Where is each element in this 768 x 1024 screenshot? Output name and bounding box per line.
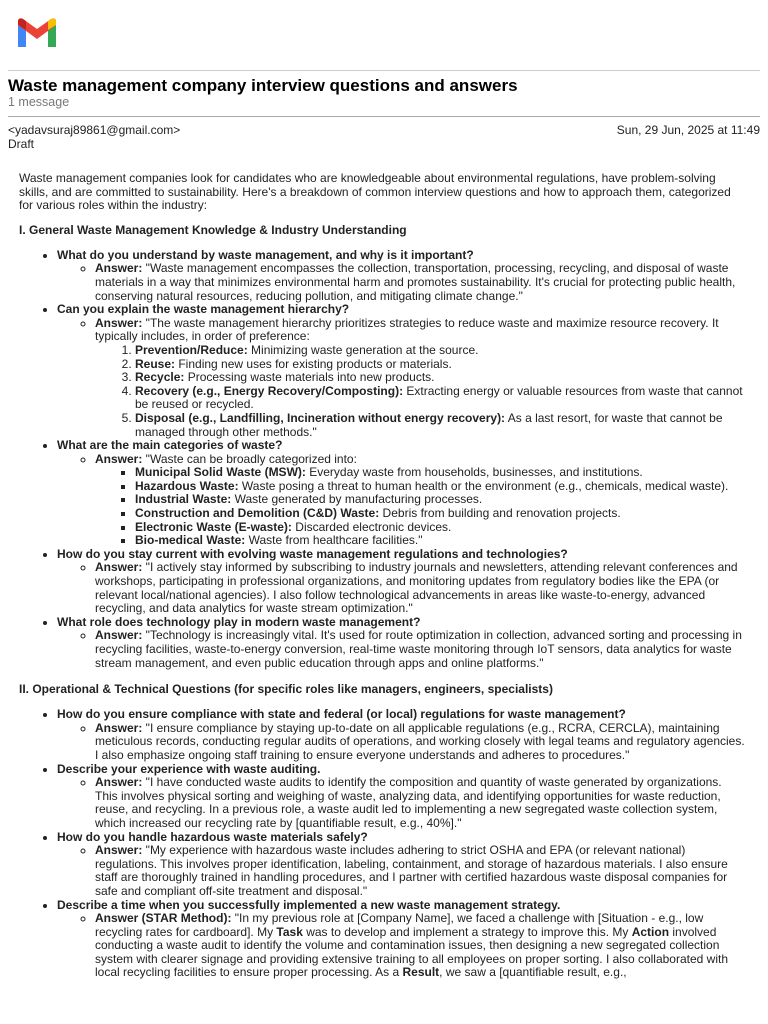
answer-item bbox=[95, 776, 747, 830]
intro-paragraph: Waste management companies look for candidates who are knowledgeable about environmental regulations, have problem-solving skills, and are committed to sustainability. Here's a breakdown of common interview questions and how to approach them, categorized for various roles within the industry: bbox=[19, 171, 731, 213]
answer-text: "The waste management hierarchy prioritizes strategies to reduce waste and maximize resource recovery. It typically includes, in order of preference: bbox=[95, 315, 719, 344]
answer-text: "Waste can be broadly categorized into: bbox=[142, 451, 357, 466]
list-item-text: Processing waste materials into new products. bbox=[184, 370, 435, 385]
email-body bbox=[19, 172, 747, 992]
question-text: Describe your experience with waste auditing. bbox=[57, 761, 321, 776]
category-list bbox=[95, 466, 747, 548]
question-item bbox=[57, 303, 747, 439]
answer-text: "Waste management encompasses the collection, transportation, processing, recycling, and disposal of waste materials in a way that minimizes environmental harm and promotes sustainability. It's crucial for protecting public health, conserving natural resources, reducing pollution, and mitigating climate change." bbox=[95, 261, 736, 303]
question-text: What do you understand by waste management, and why is it important? bbox=[57, 247, 474, 262]
list-item-term: Electronic Waste (E-waste): bbox=[135, 519, 292, 534]
answer-text: "My experience with hazardous waste includes adhering to strict OSHA and EPA (or relevant national) regulations. This involves proper identification, labeling, containment, and storage of hazardous materials. I also ensure staff are thoroughly trained in handling procedures, and I partner with certified hazardous waste disposal companies for safe and compliant off-site treatment and disposal." bbox=[95, 843, 728, 898]
list-item bbox=[135, 493, 747, 507]
gmail-logo-icon bbox=[15, 17, 59, 49]
answer-label: Answer (STAR Method): bbox=[95, 911, 232, 926]
answer-label: Answer: bbox=[95, 261, 143, 276]
list-item-text: Discarded electronic devices. bbox=[291, 519, 452, 534]
list-item-term: Hazardous Waste: bbox=[135, 478, 239, 493]
answer-text: , we saw a [quantifiable result, e.g., bbox=[439, 965, 627, 980]
answer-text: was to develop and implement a strategy to improve this. My bbox=[302, 924, 632, 939]
list-item-term: Prevention/Reduce: bbox=[135, 342, 248, 357]
answer-item bbox=[95, 262, 747, 303]
question-item bbox=[57, 616, 747, 670]
list-item-term: Recycle: bbox=[135, 370, 185, 385]
answer-text: involved conducting a waste audit to identify the volume and contamination issues, then designing a new segregated collection system with clearer signage and providing extensive training to all employees on proper sorting. I also collaborated with local recycling facilities to ensure proper processing. As a bbox=[95, 924, 729, 980]
answer-item bbox=[95, 561, 747, 615]
list-item bbox=[135, 371, 747, 385]
list-item bbox=[135, 507, 747, 521]
answer-label: Answer: bbox=[95, 843, 143, 858]
list-item-term: Disposal (e.g., Landfilling, Incineration without energy recovery): bbox=[135, 410, 506, 425]
question-item bbox=[57, 439, 747, 548]
list-item-term: Reuse: bbox=[135, 356, 176, 371]
list-item-text: Finding new uses for existing products or materials. bbox=[175, 356, 452, 371]
answer-label: Answer: bbox=[95, 315, 143, 330]
list-item bbox=[135, 521, 747, 535]
list-item bbox=[135, 412, 747, 439]
answer-item bbox=[95, 844, 747, 898]
message-count: 1 message bbox=[8, 95, 70, 109]
question-item bbox=[57, 548, 747, 616]
answer-label: Answer: bbox=[95, 628, 143, 643]
answer-text: "I actively stay informed by subscribing to industry journals and newsletters, attending relevant conferences and workshops, participating in professional organizations, and monitoring updates from regulatory bodies like the EPA (or relevant local/national agencies). I also follow technological advancements in areas like waste-to-energy, advanced recycling, and data analytics for waste stream optimization." bbox=[95, 560, 738, 616]
section-heading: I. General Waste Management Knowledge & Industry Understanding bbox=[19, 222, 407, 237]
answer-text: "I have conducted waste audits to identify the composition and quantity of waste generated by organizations. This involves physical sorting and weighing of waste, analyzing data, and identifying opportunities for waste reduction, reuse, and recycling. In a previous role, a waste audit led to implementing a new segregated waste collection system, which increased our recycling rate by [quantifiable result, e.g., 40%]." bbox=[95, 775, 722, 830]
list-item-text: Waste posing a threat to human health or the environment (e.g., chemicals, medical waste). bbox=[238, 478, 729, 493]
question-item bbox=[57, 708, 747, 762]
list-item-text: Waste from healthcare facilities." bbox=[245, 533, 423, 548]
subject-divider bbox=[8, 116, 760, 117]
answer-item bbox=[95, 629, 747, 670]
list-item-text: As a last resort, for waste that cannot be managed through other methods." bbox=[135, 410, 723, 439]
question-text: How do you ensure compliance with state and federal (or local) regulations for waste management? bbox=[57, 707, 626, 722]
list-item-term: Municipal Solid Waste (MSW): bbox=[135, 465, 306, 480]
answer-item bbox=[95, 722, 747, 763]
answer-label: Answer: bbox=[95, 775, 143, 790]
answer-item bbox=[95, 912, 747, 980]
question-item bbox=[57, 831, 747, 899]
question-item bbox=[57, 763, 747, 831]
email-date: Sun, 29 Jun, 2025 at 11:49 bbox=[616, 123, 760, 137]
list-item-text: Waste generated by manufacturing processes. bbox=[231, 492, 483, 507]
list-item-text: Minimizing waste generation at the source. bbox=[247, 342, 479, 357]
section-heading: II. Operational & Technical Questions (for specific roles like managers, engineers, specialists) bbox=[19, 682, 553, 697]
star-result: Result bbox=[402, 965, 440, 980]
question-text: What role does technology play in modern waste management? bbox=[57, 614, 421, 629]
list-item bbox=[135, 534, 747, 548]
answer-label: Answer: bbox=[95, 451, 143, 466]
answer-label: Answer: bbox=[95, 720, 143, 735]
list-item bbox=[135, 385, 747, 412]
list-item-term: Industrial Waste: bbox=[135, 492, 232, 507]
sender-address: <yadavsuraj89861@gmail.com> bbox=[8, 123, 181, 137]
list-item-term: Bio-medical Waste: bbox=[135, 533, 246, 548]
answer-item bbox=[95, 453, 747, 548]
list-item bbox=[135, 344, 747, 358]
list-item-text: Everyday waste from households, businesses, and institutions. bbox=[305, 465, 643, 480]
email-subject: Waste management company interview questions and answers bbox=[8, 76, 518, 95]
list-item-text: Debris from building and renovation projects. bbox=[379, 506, 621, 521]
question-text: What are the main categories of waste? bbox=[57, 438, 283, 453]
answer-label: Answer: bbox=[95, 560, 143, 575]
question-item bbox=[57, 899, 747, 981]
question-list bbox=[19, 249, 747, 670]
list-item-term: Construction and Demolition (C&D) Waste: bbox=[135, 506, 380, 521]
question-item bbox=[57, 249, 747, 303]
hierarchy-list bbox=[95, 344, 747, 439]
list-item bbox=[135, 466, 747, 480]
question-text: How do you handle hazardous waste materials safely? bbox=[57, 829, 368, 844]
star-task: Task bbox=[276, 924, 303, 939]
answer-item bbox=[95, 317, 747, 439]
answer-text: "In my previous role at [Company Name], we faced a challenge with [Situation - e.g., low recycling rates for cardboard]. My bbox=[95, 911, 704, 939]
list-item bbox=[135, 480, 747, 494]
question-text: How do you stay current with evolving waste management regulations and technologies? bbox=[57, 546, 568, 561]
list-item-term: Recovery (e.g., Energy Recovery/Composting): bbox=[135, 383, 404, 398]
star-action: Action bbox=[631, 924, 670, 939]
question-text: Describe a time when you successfully implemented a new waste management strategy. bbox=[57, 897, 561, 912]
question-list bbox=[19, 708, 747, 980]
answer-text: "I ensure compliance by staying up-to-date on all applicable regulations (e.g., RCRA, CERCLA), maintaining meticulous records, conducting regular audits of operations, and working closely with legal teams and regulatory agencies. I also emphasize ongoing staff training to ensure everyone understands and adheres to procedures." bbox=[95, 720, 745, 762]
question-text: Can you explain the waste management hierarchy? bbox=[57, 302, 350, 317]
recipient-label: Draft bbox=[8, 137, 35, 151]
list-item-text: Extracting energy or valuable resources from waste that cannot be reused or recycled. bbox=[135, 383, 743, 412]
list-item bbox=[135, 358, 747, 372]
answer-text: "Technology is increasingly vital. It's used for route optimization in collection, advanced sorting and processing in recycling facilities, waste-to-energy conversion, real-time waste monitoring through IoT sensors, data analytics for waste stream management, and even public education through apps and online platforms." bbox=[95, 628, 742, 670]
header-divider bbox=[8, 70, 760, 71]
